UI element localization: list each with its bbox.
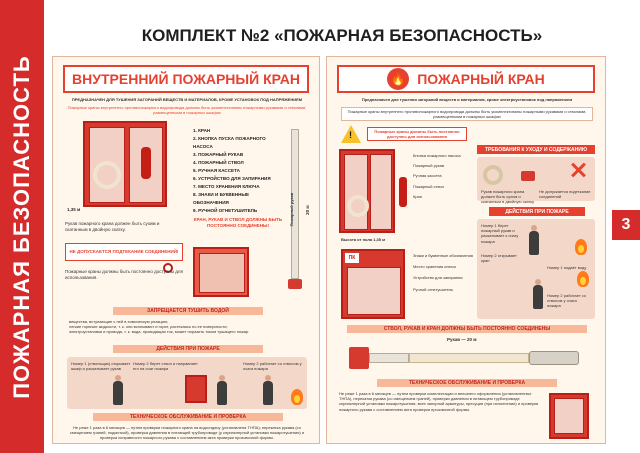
- part-item: 4. ПОЖАРНЫЙ СТВОЛ: [193, 160, 244, 166]
- right-labels-list-2: [413, 253, 473, 298]
- right-hose-coil-icon: [347, 195, 369, 217]
- forbidden-item: легкие горючие жидкости, т. к. они всплывают и горят, растекаясь по ее поверхности;: [69, 324, 228, 330]
- forbidden-item: вещества, вступающие с ней в химическую реакцию;: [69, 319, 168, 324]
- left-height-label: 1,35 м: [67, 207, 81, 212]
- right-action-3: Номер 1 подаёт воду: [547, 265, 587, 270]
- cabinet-small-icon: [185, 375, 207, 403]
- hose-line-icon: [409, 353, 529, 363]
- prohibit-cross-icon: [569, 161, 587, 179]
- part-item: 8. ЗНАКИ И БУКВЕННЫЕ ОБОЗНАЧЕНИЯ: [193, 192, 250, 206]
- right-poster-title: ПОЖАРНЫЙ КРАН: [417, 71, 545, 87]
- extinguisher-icon: [141, 147, 151, 179]
- left-action-2: Номер 2 берет ствол и направляет его на очаг пожара: [133, 361, 198, 372]
- side-title-text: ПОЖАРНАЯ БЕЗОПАСНОСТЬ: [9, 54, 35, 399]
- pk-sign: ПК: [345, 253, 359, 263]
- right-cabinet-door-right: [370, 154, 392, 230]
- hydrant-valve-large-icon: [349, 347, 369, 369]
- forbidden-header: ЗАПРЕЩАЕТСЯ ТУШИТЬ ВОДОЙ: [113, 307, 263, 315]
- left-access-note: Пожарные краны должны быть постоянно доступны для использования.: [65, 269, 183, 281]
- right-label-item: Устройство для запирания: [413, 275, 463, 281]
- right-flame-icon-1: [575, 239, 587, 255]
- right-label-item: Место хранения ключа: [413, 264, 456, 270]
- right-label-item: Ручная кассета: [413, 173, 442, 179]
- connection-icon: [521, 171, 535, 181]
- right-intro: Предназначен для тушения загораний веществ и материалов, кроме электроустановок под напряжением: [361, 97, 573, 102]
- left-subintro: Пожарные краны внутреннего противопожарного водопровода должны быть укомплектованы пожарными рукавами и стволами, размещенными в пожарных шкафах: [67, 105, 307, 116]
- left-action-3: Номер 2 работает со стволом у очага пожара: [243, 361, 302, 372]
- left-poster-title: ВНУТРЕННИЙ ПОЖАРНЫЙ КРАН: [72, 71, 300, 87]
- no-leak-text: НЕ ДОПУСКАЕТСЯ ПОДТЕКАНИЕ СОЕДИНЕНИЙ!: [69, 248, 179, 254]
- poster-internal-fire-hydrant: [52, 56, 320, 444]
- right-label-item: Кран: [413, 193, 422, 199]
- right-cabinet-2: [341, 249, 405, 319]
- firefighter-3-icon: [263, 381, 273, 405]
- left-parts-list: [193, 127, 273, 215]
- right-labels-list: [413, 153, 473, 204]
- left-dry-note: Рукав пожарного крана должен быть сухим и скатанным в двойную скатку.: [65, 221, 160, 233]
- right-label-item: Ручной огнетушитель: [413, 286, 454, 292]
- part-item: 7. МЕСТО ХРАНЕНИЯ КЛЮЧА: [193, 184, 260, 190]
- left-hose-label: Пожарный рукав: [289, 192, 295, 227]
- firefighter-2-icon: [217, 381, 227, 405]
- left-hose-length: 20 м: [304, 205, 310, 215]
- right-action-1: Номер 1 берет пожарный рукав и раскатывает к очагу пожара: [481, 223, 519, 244]
- care-item: Рукав пожарного крана должен быть сухим и скатанным в двойную скатку: [481, 189, 535, 205]
- left-action-1: Номер 1 (ствольщик) открывает шкаф и раскатывает рукав: [71, 361, 131, 372]
- left-maintenance-header: ТЕХНИЧЕСКОЕ ОБСЛУЖИВАНИЕ И ПРОВЕРКА: [93, 413, 283, 421]
- cabinet-2-door: [199, 253, 245, 293]
- right-connected-banner: СТВОЛ, РУКАВ И КРАН ДОЛЖНЫ БЫТЬ ПОСТОЯННО СОЕДИНЕНЫ: [347, 325, 587, 333]
- part-item: 6. УСТРОЙСТВО ДЛЯ ЗАПИРАНИЯ: [193, 176, 271, 182]
- right-label-item: Пожарный рукав: [413, 163, 444, 169]
- care-illustration: [477, 157, 595, 205]
- fire-icon: 🔥: [387, 68, 409, 90]
- no-leak-box: [65, 243, 183, 261]
- forbidden-item: электроустановки и провода, т. к. вода, проводящая ток, может поразить током тушащего пожар.: [69, 329, 250, 335]
- care-item: Не допускается подтекание соединений: [539, 189, 591, 200]
- fire-cabinet-2: [193, 247, 249, 297]
- right-poster-title-box: [337, 65, 595, 93]
- page-title: КОМПЛЕКТ №2 «ПОЖАРНАЯ БЕЗОПАСНОСТЬ»: [141, 26, 543, 45]
- rolled-hose-icon: [483, 165, 503, 185]
- right-label-item: Кнопка пожарного насоса: [413, 153, 461, 158]
- fire-cabinet-illustration: [83, 121, 167, 207]
- right-cabinet-3-door: [554, 398, 584, 434]
- right-equip-box: Пожарные краны внутреннего противопожарного водопровода должны быть укомплектованы пожарными рукавами и стволами, размещенными в пожарных шкафах: [341, 107, 593, 121]
- part-item: 2. КНОПКА ПУСКА ПОЖАРНОГО НАСОСА: [193, 136, 266, 150]
- left-actions-illustration: [67, 357, 307, 409]
- right-maintenance-header: ТЕХНИЧЕСКОЕ ОБСЛУЖИВАНИЕ И ПРОВЕРКА: [377, 379, 557, 387]
- left-poster-title-box: [63, 65, 309, 93]
- right-height-label: Высота от пола 1,35 м: [341, 237, 386, 242]
- warning-triangle-icon: !: [341, 125, 361, 143]
- page-number-tab: 3: [612, 210, 640, 240]
- left-actions-header: ДЕЙСТВИЯ ПРИ ПОЖАРЕ: [113, 345, 263, 353]
- right-firefighter-2-icon: [533, 285, 543, 309]
- part-item: 9. РУЧНОЙ ОГНЕТУШИТЕЛЬ: [193, 208, 258, 214]
- right-flame-icon-2: [577, 271, 589, 287]
- right-cabinet-3: [549, 393, 589, 439]
- left-connected-warning: КРАН, РУКАВ И СТВОЛ ДОЛЖНЫ БЫТЬ ПОСТОЯННО СОЕДИНЕНЫ!: [193, 217, 283, 229]
- forbidden-list: [69, 319, 309, 335]
- part-item: 5. РУЧНАЯ КАССЕТА: [193, 168, 240, 174]
- part-item: 3. ПОЖАРНЫЙ РУКАВ: [193, 152, 244, 158]
- right-access-box: Пожарные краны должны быть постоянно доступны для использования: [367, 127, 467, 141]
- right-cabinet-illustration: [339, 149, 395, 233]
- right-actions-header: ДЕЙСТВИЯ ПРИ ПОЖАРЕ: [489, 207, 585, 216]
- right-actions-illustration: [477, 219, 595, 319]
- fire-nozzle-icon: [529, 351, 579, 365]
- right-label-item: Знаки и буквенные обозначения: [413, 253, 473, 258]
- right-maintenance-text: Не реже 1 раза в 6 месяцев — путем проверки комплектации и внешнего оформления (установленных ТНПА), перекатки рукава (со смещением граней), проверки давления в питающем трубопроводе спринклерной установки пожаротушения; всех запорной арматуры, пресуции (при исполнении) и проверки пожарного рукава с составлением акта проверки прозовочной формы.: [339, 391, 539, 412]
- right-label-item: Пожарный ствол: [413, 183, 444, 189]
- side-title: [0, 0, 44, 453]
- flame-icon: [291, 389, 303, 405]
- left-maintenance-text: Не реже 1 раза в 6 месяцев — путем проверки пожарного крана на водоотдачу (установлена ТНПА); перекатка рукава (со смещением граней, подмоткой), проверка давления в питающей трубопроводе (у спринклерной установки пожаротушения) и проверка исправности пожарного рукава с составлением акта проверки прозовочной формы.: [69, 425, 305, 441]
- firefighter-1-icon: [113, 381, 123, 405]
- right-firefighter-1-icon: [529, 231, 539, 255]
- left-intro: ПРЕДНАЗНАЧЕН ДЛЯ ТУШЕНИЯ ЗАГОРАНИЙ ВЕЩЕСТВ И МАТЕРИАЛОВ, КРОМЕ УСТАНОВОК ПОД НАПРЯЖЕНИЕМ: [71, 97, 303, 102]
- right-action-2: Номер 2 открывает кран: [481, 253, 517, 264]
- right-hose-length: Рукав — 20 м: [447, 337, 477, 342]
- care-header: ТРЕБОВАНИЯ К УХОДУ И СОДЕРЖАНИЮ: [477, 145, 595, 154]
- hose-valve-icon: [288, 279, 302, 289]
- part-item: 1. КРАН: [193, 128, 211, 133]
- right-cabinet-2-door: [347, 267, 401, 315]
- poster-fire-hydrant: [326, 56, 606, 444]
- right-cabinet-door-left: [344, 154, 368, 230]
- hose-coil-icon: [93, 161, 121, 189]
- pipe-segment-icon: [369, 353, 409, 363]
- right-action-4: Номер 2 работает со стволом у очага пожара: [547, 293, 586, 309]
- right-extinguisher-icon: [399, 177, 407, 207]
